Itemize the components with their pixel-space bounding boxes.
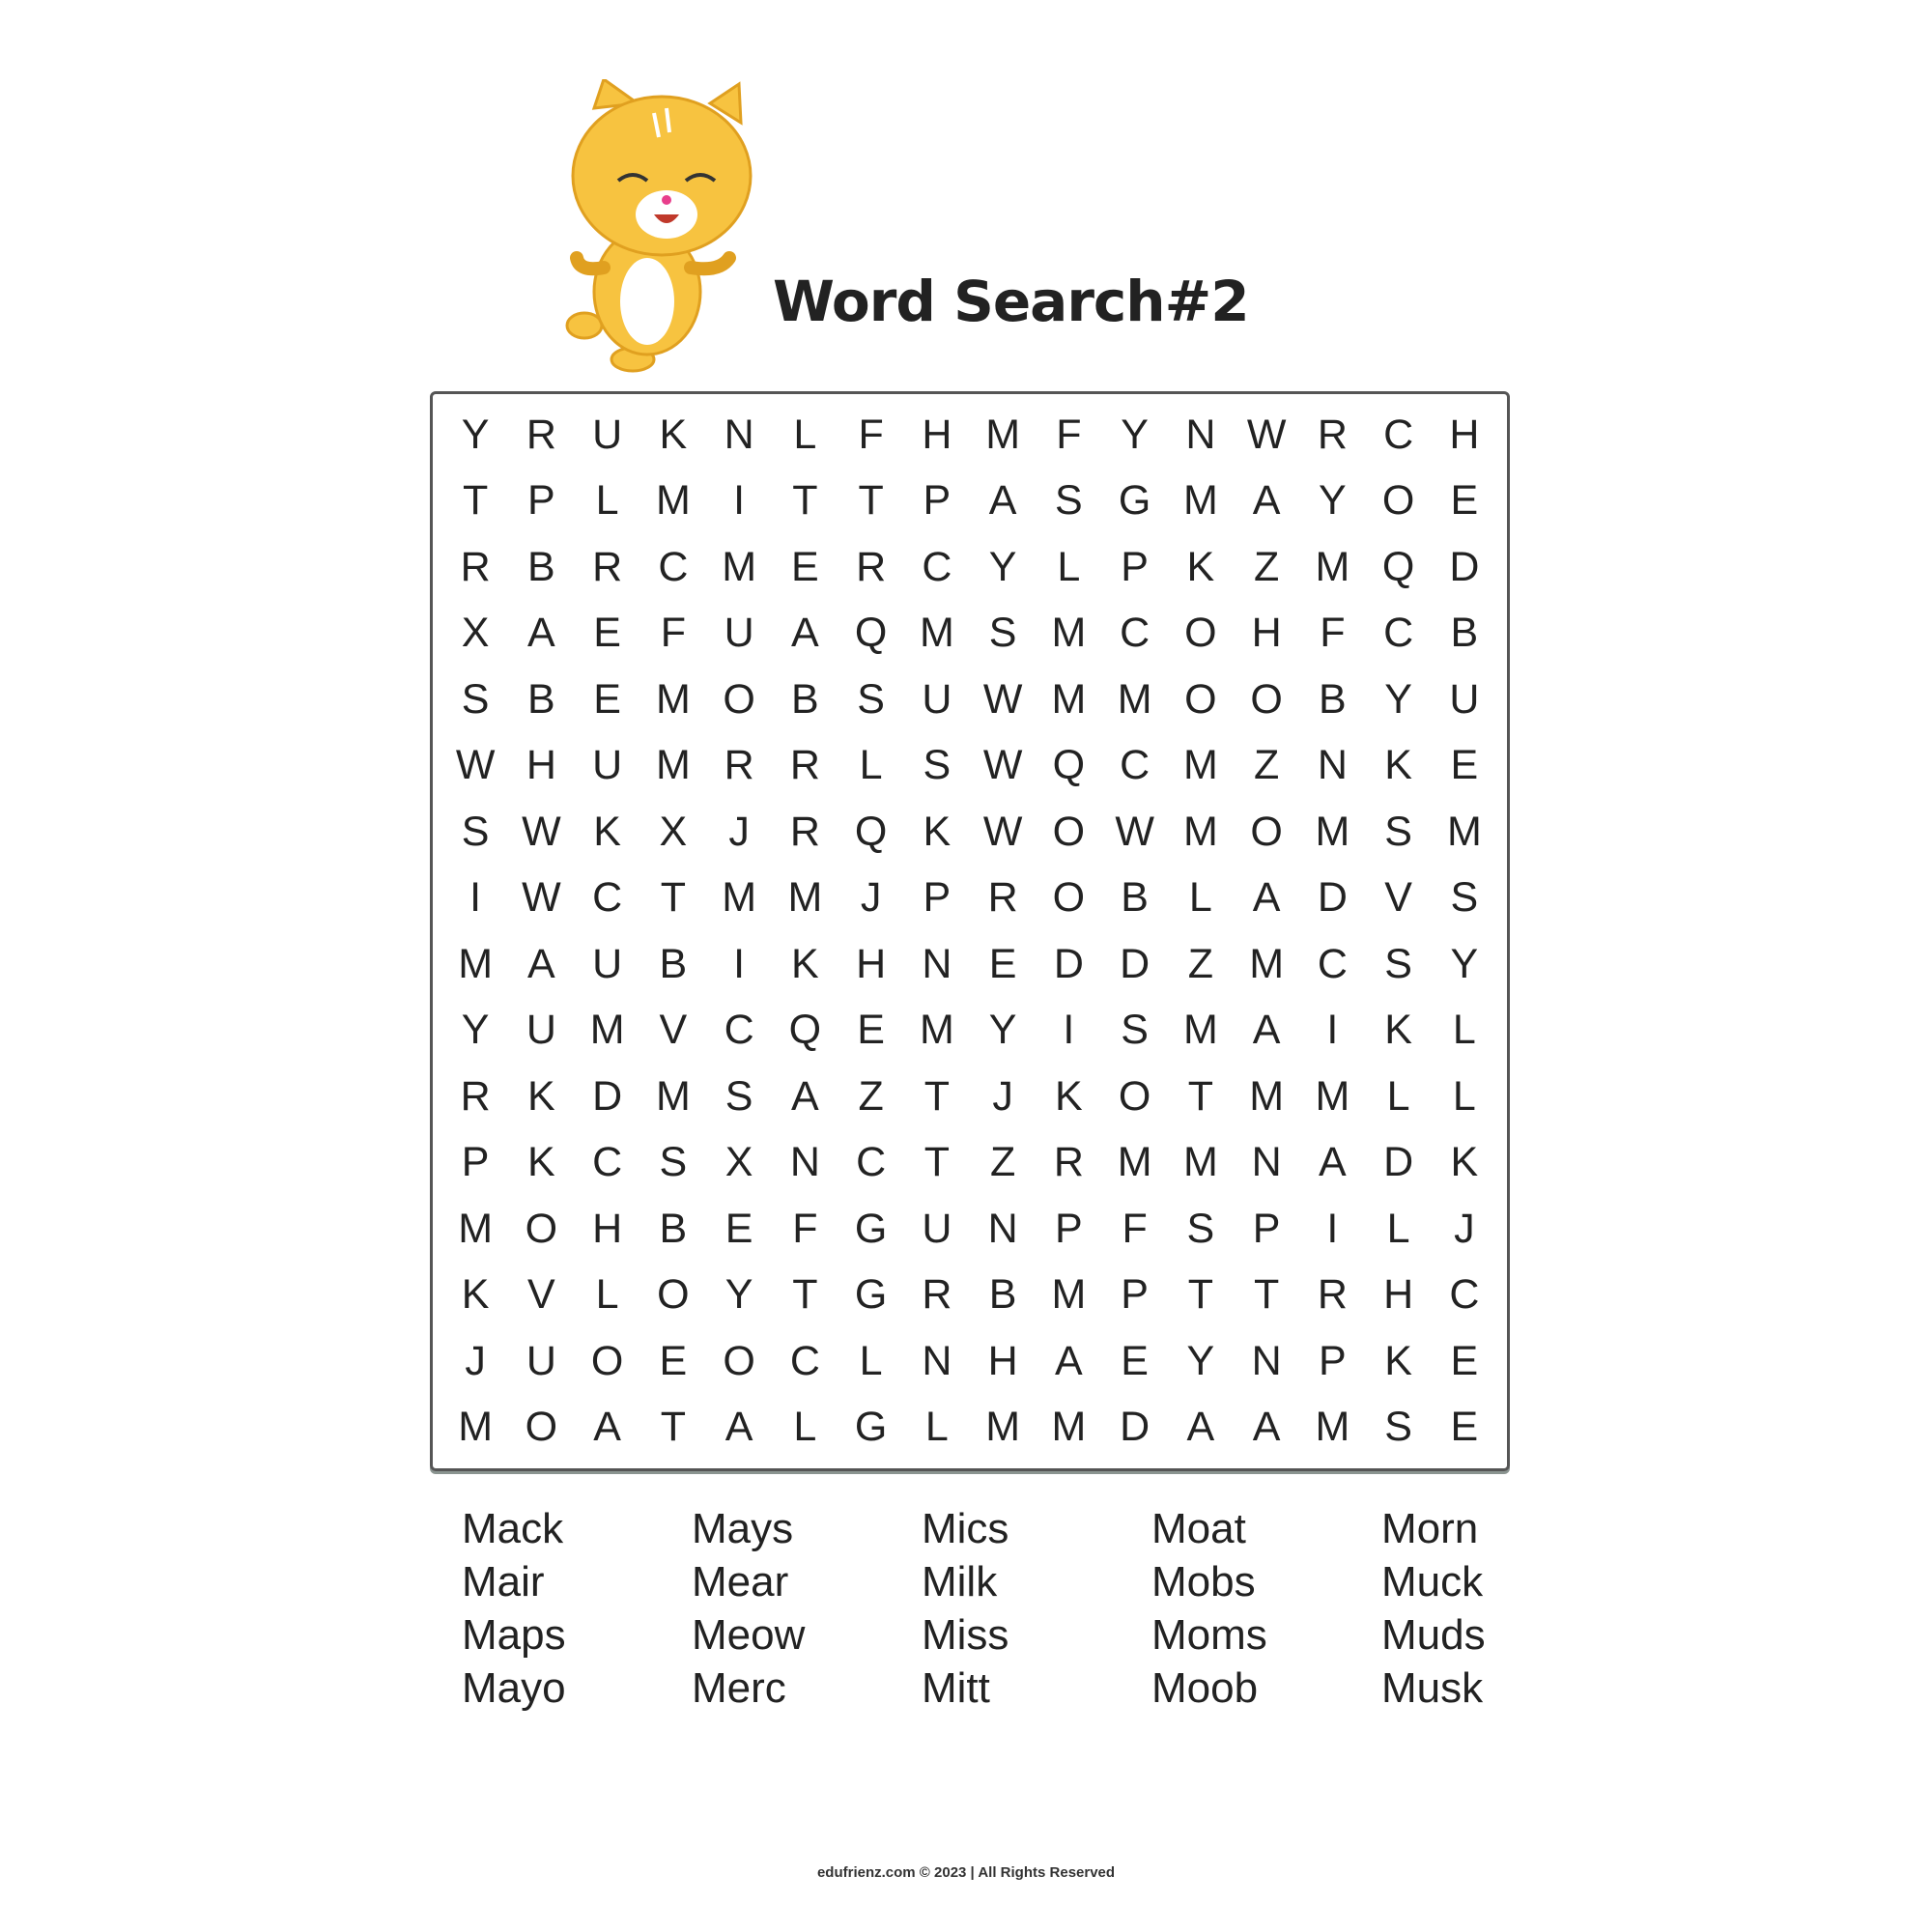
grid-cell[interactable]: N [789,1139,820,1186]
grid-cell[interactable]: V [527,1271,555,1319]
grid-cell[interactable]: Y [1186,1337,1215,1384]
grid-cell[interactable]: Y [988,1007,1017,1054]
grid-cell[interactable]: M [722,543,757,590]
grid-cell[interactable]: W [1115,808,1154,855]
grid-cell[interactable]: S [659,1139,688,1186]
grid-cell[interactable]: Z [1253,742,1280,789]
grid-cell[interactable]: M [655,1072,691,1120]
grid-cell[interactable]: Y [988,543,1017,590]
grid-cell[interactable]: A [527,940,555,987]
grid-cell[interactable]: Y [1121,411,1149,458]
grid-cell[interactable]: C [592,1139,623,1186]
grid-cell[interactable]: R [1317,411,1348,458]
word-list-item: Milk [922,1558,998,1605]
grid-cell[interactable]: S [461,808,490,855]
word-list-item: Mair [462,1558,545,1605]
grid-cell[interactable]: P [1055,1205,1083,1252]
grid-cell[interactable]: L [793,411,817,458]
page-title: Word Search#2 [773,269,1249,334]
grid-cell[interactable]: U [592,411,623,458]
grid-cell[interactable]: A [1252,874,1281,922]
grid-cell[interactable]: N [922,940,952,987]
grid-cell[interactable]: X [659,808,688,855]
grid-cell[interactable]: W [522,874,561,922]
grid-cell[interactable]: C [658,543,689,590]
grid-cell[interactable]: A [791,610,819,657]
grid-cell[interactable]: C [856,1139,887,1186]
word-list-item: Moat [1151,1505,1246,1552]
grid-cell[interactable]: O [723,675,755,723]
grid-cell[interactable]: L [1386,1205,1410,1252]
grid-cell[interactable]: U [1449,675,1480,723]
grid-cell[interactable]: E [857,1007,885,1054]
grid-cell[interactable]: S [1384,808,1412,855]
grid-cell[interactable]: H [987,1337,1018,1384]
grid-cell[interactable]: M [1182,742,1218,789]
grid-cell[interactable]: S [923,742,952,789]
grid-cell[interactable]: M [1051,675,1087,723]
grid-cell[interactable]: T [660,1404,687,1451]
grid-cell[interactable]: B [1450,610,1479,657]
grid-cell[interactable]: O [1184,610,1217,657]
grid-cell[interactable]: L [1452,1007,1476,1054]
grid-cell[interactable]: T [1187,1072,1214,1120]
grid-cell[interactable]: Z [1187,940,1214,987]
grid-cell[interactable]: M [1315,808,1350,855]
grid-cell[interactable]: V [659,1007,688,1054]
grid-cell[interactable]: R [1053,1139,1084,1186]
grid-cell[interactable]: Y [1450,940,1479,987]
grid-cell[interactable]: O [590,1337,624,1384]
grid-cell[interactable]: C [1120,742,1151,789]
grid-cell[interactable]: M [1117,675,1152,723]
grid-cell[interactable]: M [1315,1072,1350,1120]
word-list-item: Musk [1381,1664,1484,1712]
grid-cell[interactable]: S [1450,874,1479,922]
grid-cell[interactable]: P [1121,543,1149,590]
grid-cell[interactable]: M [919,610,954,657]
footer-copyright: edufrienz.com © 2023 | All Rights Reserved [816,1864,1116,1881]
grid-cell[interactable]: O [1381,477,1415,525]
grid-cell[interactable]: K [1384,1007,1412,1054]
grid-cell[interactable]: Z [1253,543,1280,590]
grid-cell[interactable]: D [592,1072,623,1120]
grid-cell[interactable]: C [1383,411,1414,458]
grid-cell[interactable]: Q [854,808,888,855]
grid-cell[interactable]: K [923,808,952,855]
grid-cell[interactable]: R [460,1072,491,1120]
grid-cell[interactable]: K [593,808,621,855]
grid-cell[interactable]: L [595,477,619,525]
grid-cell[interactable]: A [988,477,1017,525]
grid-cell[interactable]: A [1252,1404,1281,1451]
grid-cell[interactable]: Z [858,1072,884,1120]
grid-cell[interactable]: V [1384,874,1412,922]
grid-cell[interactable]: E [724,1205,753,1252]
grid-cell[interactable]: M [458,940,494,987]
grid-cell[interactable]: B [659,1205,688,1252]
grid-cell[interactable]: N [1185,411,1216,458]
grid-cell[interactable]: B [1319,675,1347,723]
word-list-item: Mack [462,1505,564,1552]
grid-cell[interactable]: C [922,543,952,590]
grid-cell[interactable]: D [1449,543,1480,590]
grid-cell[interactable]: M [1182,477,1218,525]
grid-cell[interactable]: E [1450,1337,1479,1384]
grid-cell[interactable]: R [856,543,887,590]
grid-cell[interactable]: Z [989,1139,1016,1186]
grid-cell[interactable]: E [791,543,819,590]
grid-cell[interactable]: K [1055,1072,1083,1120]
grid-cell[interactable]: W [455,742,496,789]
grid-cell[interactable]: Q [788,1007,822,1054]
grid-cell[interactable]: A [724,1404,753,1451]
grid-cell[interactable]: H [526,742,556,789]
word-list-item: Mobs [1151,1558,1256,1605]
grid-cell[interactable]: K [791,940,819,987]
grid-cell[interactable]: R [724,742,754,789]
grid-cell[interactable]: F [1056,411,1082,458]
grid-cell[interactable]: T [923,1072,951,1120]
grid-cell[interactable]: U [526,1337,556,1384]
grid-cell[interactable]: S [1121,1007,1149,1054]
grid-cell[interactable]: G [854,1404,888,1451]
word-list-item: Merc [692,1664,786,1712]
grid-cell[interactable]: E [1450,1404,1479,1451]
grid-cell[interactable]: E [593,675,621,723]
grid-cell[interactable]: Y [1384,675,1412,723]
grid-cell[interactable]: E [593,610,621,657]
grid-cell[interactable]: L [924,1404,949,1451]
grid-cell[interactable]: D [1120,940,1151,987]
grid-cell[interactable]: B [527,543,555,590]
grid-cell[interactable]: P [1319,1337,1347,1384]
grid-cell[interactable]: M [1182,1007,1218,1054]
grid-cell[interactable]: K [659,411,688,458]
grid-cell[interactable]: E [1450,477,1479,525]
grid-cell[interactable]: P [1121,1271,1149,1319]
grid-cell[interactable]: X [461,610,490,657]
grid-cell[interactable]: L [859,742,883,789]
grid-cell[interactable]: U [724,610,754,657]
grid-cell[interactable]: A [1319,1139,1347,1186]
grid-cell[interactable]: Q [854,610,888,657]
grid-cell[interactable]: A [1252,477,1281,525]
grid-cell[interactable]: U [592,742,623,789]
grid-cell[interactable]: N [922,1337,952,1384]
grid-cell[interactable]: H [922,411,952,458]
grid-cell[interactable]: J [992,1072,1013,1120]
grid-cell[interactable]: T [792,1271,818,1319]
grid-cell[interactable]: C [724,1007,754,1054]
grid-cell[interactable]: G [854,1271,888,1319]
word-list-item: Miss [922,1611,1009,1659]
grid-cell[interactable]: R [592,543,623,590]
grid-cell[interactable]: Y [461,411,490,458]
grid-cell[interactable]: S [1384,940,1412,987]
grid-cell[interactable]: O [657,1271,690,1319]
grid-cell[interactable]: F [792,1205,818,1252]
grid-cell[interactable]: W [982,675,1023,723]
grid-cell[interactable]: H [592,1205,623,1252]
grid-cell[interactable]: M [722,874,757,922]
grid-cell[interactable]: S [857,675,885,723]
grid-cell[interactable]: R [789,742,820,789]
grid-cell[interactable]: A [1186,1404,1215,1451]
word-list-item: Mics [922,1505,1009,1552]
grid-cell[interactable]: N [1251,1337,1282,1384]
grid-cell[interactable]: U [922,1205,952,1252]
grid-cell[interactable]: B [527,675,555,723]
grid-cell[interactable]: A [791,1072,819,1120]
grid-cell[interactable]: J [860,874,882,922]
grid-cell[interactable]: B [1121,874,1149,922]
grid-cell[interactable]: P [1252,1205,1281,1252]
grid-cell[interactable]: M [1249,1072,1285,1120]
word-list-item: Moms [1151,1611,1267,1659]
grid-cell[interactable]: L [1386,1072,1410,1120]
grid-cell[interactable]: E [659,1337,688,1384]
grid-cell[interactable]: A [1055,1337,1083,1384]
grid-cell[interactable]: L [1188,874,1212,922]
grid-cell[interactable]: T [792,477,818,525]
grid-cell[interactable]: L [793,1404,817,1451]
grid-cell[interactable]: S [461,675,490,723]
grid-cell[interactable]: M [919,1007,954,1054]
grid-cell[interactable]: I [469,874,482,922]
word-list-item: Mayo [462,1664,566,1712]
grid-cell[interactable]: U [592,940,623,987]
grid-cell[interactable]: F [1122,1205,1148,1252]
grid-cell[interactable]: M [589,1007,625,1054]
grid-cell[interactable]: K [461,1271,490,1319]
grid-cell[interactable]: F [660,610,687,657]
grid-cell[interactable]: U [526,1007,556,1054]
grid-cell[interactable]: E [988,940,1017,987]
grid-cell[interactable]: T [923,1139,951,1186]
grid-cell[interactable]: L [859,1337,883,1384]
word-list [462,1505,1611,1718]
grid-cell[interactable]: B [659,940,688,987]
grid-cell[interactable]: R [526,411,556,458]
grid-cell[interactable]: M [1182,1139,1218,1186]
grid-cell[interactable]: W [1246,411,1287,458]
grid-cell[interactable]: Y [724,1271,753,1319]
grid-cell[interactable]: M [985,1404,1021,1451]
grid-cell[interactable]: G [854,1205,888,1252]
grid-cell[interactable]: M [1249,940,1285,987]
grid-cell[interactable]: K [1186,543,1215,590]
grid-cell[interactable]: H [1449,411,1480,458]
grid-cell[interactable]: S [1055,477,1083,525]
grid-cell[interactable]: N [1317,742,1348,789]
grid-cell[interactable]: H [856,940,887,987]
grid-cell[interactable]: N [987,1205,1018,1252]
grid-cell[interactable]: O [1052,874,1086,922]
grid-cell[interactable]: O [1184,675,1217,723]
grid-cell[interactable]: M [458,1404,494,1451]
grid-cell[interactable]: O [1250,675,1283,723]
grid-cell[interactable]: D [1120,1404,1151,1451]
grid-cell[interactable]: T [858,477,884,525]
grid-cell[interactable]: M [1315,1404,1350,1451]
grid-cell[interactable]: T [462,477,489,525]
word-list-item: Mays [692,1505,794,1552]
grid-cell[interactable]: O [525,1205,558,1252]
grid-cell[interactable]: E [1121,1337,1149,1384]
grid-cell[interactable]: M [1051,1271,1087,1319]
grid-cell[interactable]: T [1253,1271,1280,1319]
grid-cell[interactable]: C [592,874,623,922]
grid-cell[interactable]: M [1117,1139,1152,1186]
grid-cell[interactable]: M [1051,1404,1087,1451]
grid-cell[interactable]: S [1186,1205,1215,1252]
grid-cell[interactable]: J [465,1337,486,1384]
grid-cell[interactable]: F [1320,610,1346,657]
grid-cell[interactable]: M [787,874,823,922]
grid-cell[interactable]: B [791,675,819,723]
grid-cell[interactable]: U [922,675,952,723]
grid-cell[interactable]: S [724,1072,753,1120]
grid-cell[interactable]: M [1446,808,1482,855]
grid-cell[interactable]: O [723,1337,755,1384]
grid-cell[interactable]: P [923,477,952,525]
word-list-item: Mear [692,1558,789,1605]
grid-cell[interactable]: C [789,1337,820,1384]
grid-cell[interactable]: K [527,1072,555,1120]
grid-cell[interactable]: I [1326,1205,1339,1252]
grid-cell[interactable]: M [1051,610,1087,657]
grid-cell[interactable]: F [858,411,884,458]
grid-cell[interactable]: O [525,1404,558,1451]
grid-cell[interactable]: M [655,742,691,789]
word-list-item: Mitt [922,1664,990,1712]
grid-cell[interactable]: X [724,1139,753,1186]
grid-cell[interactable]: A [593,1404,621,1451]
grid-cell[interactable]: C [1120,610,1151,657]
grid-cell[interactable]: M [655,477,691,525]
grid-cell[interactable]: Y [461,1007,490,1054]
grid-cell[interactable]: K [527,1139,555,1186]
grid-cell[interactable]: R [1317,1271,1348,1319]
grid-cell[interactable]: M [1182,808,1218,855]
grid-cell[interactable]: M [1315,543,1350,590]
grid-cell[interactable]: C [1449,1271,1480,1319]
grid-cell[interactable]: I [1326,1007,1339,1054]
grid-cell[interactable]: Y [1319,477,1347,525]
grid-cell[interactable]: L [595,1271,619,1319]
grid-cell[interactable]: K [1450,1139,1479,1186]
grid-cell[interactable]: W [522,808,561,855]
grid-cell[interactable]: T [660,874,687,922]
grid-cell[interactable]: R [987,874,1018,922]
grid-cell[interactable]: I [733,477,746,525]
grid-cell[interactable]: Q [1381,543,1415,590]
grid-cell[interactable]: C [1383,610,1414,657]
grid-cell[interactable]: M [985,411,1021,458]
grid-cell[interactable]: D [1053,940,1084,987]
grid-cell[interactable]: R [922,1271,952,1319]
grid-cell[interactable]: K [1384,742,1412,789]
grid-cell[interactable]: S [1384,1404,1412,1451]
grid-cell[interactable]: L [1057,543,1081,590]
grid-cell[interactable]: K [1384,1337,1412,1384]
grid-cell[interactable]: D [1317,874,1348,922]
grid-cell[interactable]: P [923,874,952,922]
grid-cell[interactable]: B [988,1271,1017,1319]
grid-cell[interactable]: O [1250,808,1283,855]
grid-cell[interactable]: J [1454,1205,1475,1252]
word-list-item: Morn [1381,1505,1479,1552]
grid-cell[interactable]: M [458,1205,494,1252]
grid-cell[interactable]: W [982,808,1023,855]
word-list-item: Muck [1381,1558,1484,1605]
grid-cell[interactable]: H [1251,610,1282,657]
grid-cell[interactable]: J [728,808,750,855]
grid-cell[interactable]: Q [1052,742,1086,789]
grid-cell[interactable]: R [460,543,491,590]
grid-cell[interactable]: R [789,808,820,855]
grid-cell[interactable]: N [724,411,754,458]
grid-cell[interactable]: M [655,675,691,723]
word-list-item: Muds [1381,1611,1486,1659]
grid-cell[interactable]: O [1118,1072,1151,1120]
grid-cell[interactable]: W [982,742,1023,789]
grid-cell[interactable]: T [1187,1271,1214,1319]
grid-cell[interactable]: I [733,940,746,987]
grid-cell[interactable]: D [1383,1139,1414,1186]
grid-cell[interactable]: P [527,477,555,525]
word-list-item: Meow [692,1611,806,1659]
word-search-grid [430,391,1510,1471]
grid-cell[interactable]: C [1317,940,1348,987]
grid-cell[interactable]: P [461,1139,490,1186]
cat-mascot-illustration [565,79,758,374]
grid-cell[interactable]: H [1383,1271,1414,1319]
word-list-item: Moob [1151,1664,1259,1712]
word-list-item: Maps [462,1611,566,1659]
grid-cell[interactable]: I [1063,1007,1075,1054]
grid-cell[interactable]: A [1252,1007,1281,1054]
grid-cell[interactable]: A [527,610,555,657]
grid-cell[interactable]: S [988,610,1017,657]
grid-cell[interactable]: E [1450,742,1479,789]
grid-cell[interactable]: N [1251,1139,1282,1186]
grid-cell[interactable]: O [1052,808,1086,855]
grid-cell[interactable]: G [1118,477,1151,525]
grid-cell[interactable]: L [1452,1072,1476,1120]
